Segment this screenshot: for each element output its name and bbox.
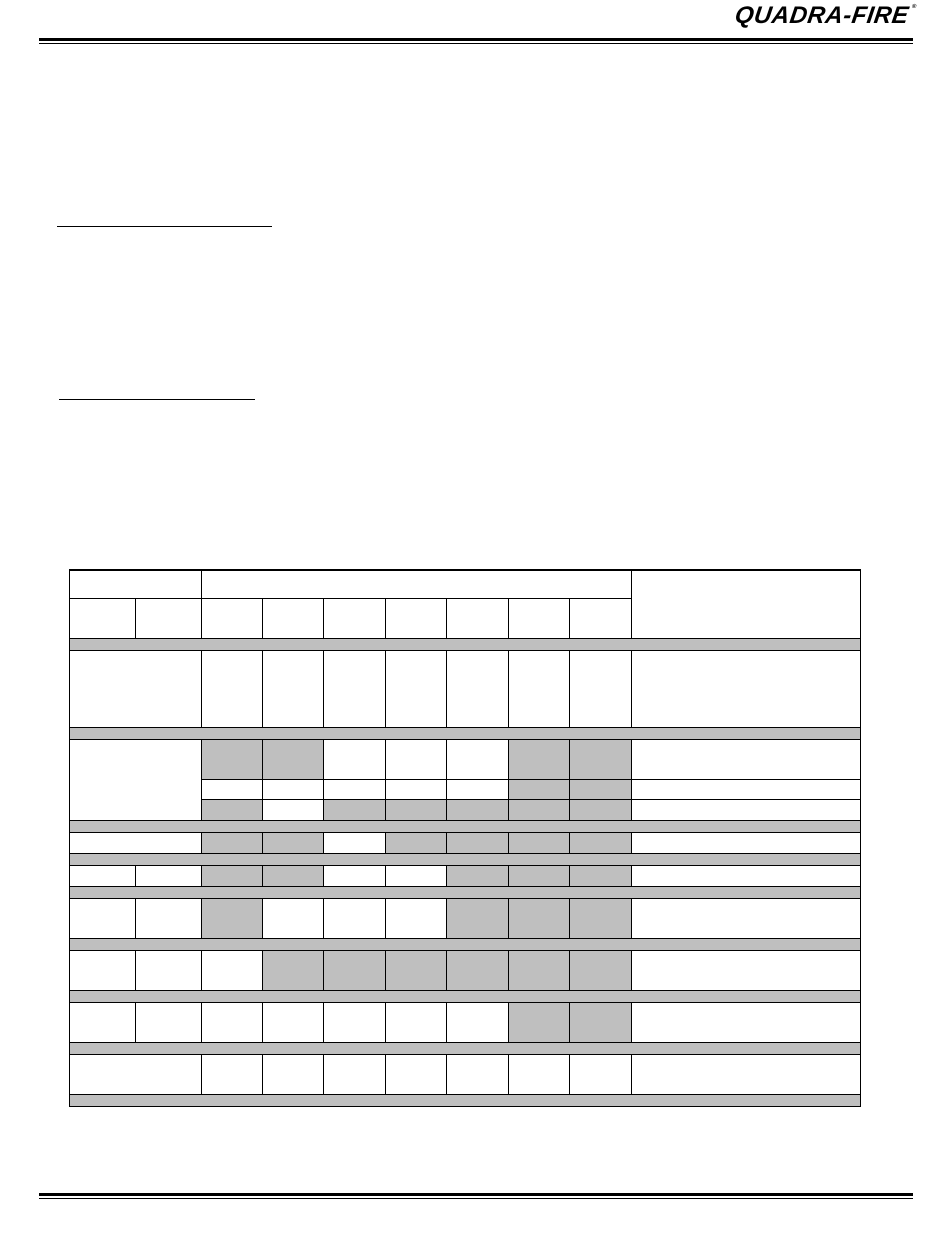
table-row: [70, 1002, 861, 1042]
shaded-cell: [202, 898, 263, 938]
table-cell: [447, 1002, 509, 1042]
table-cell: [263, 898, 324, 938]
section-band: [70, 820, 861, 832]
header-rule-thin: [39, 43, 913, 44]
table-cell: [632, 865, 861, 886]
shaded-cell: [509, 779, 570, 799]
shaded-cell: [263, 832, 324, 853]
table-cell: [324, 650, 386, 727]
shaded-cell: [570, 950, 632, 990]
header-group-cell: [202, 570, 632, 598]
table-cell: [632, 650, 861, 727]
shaded-cell: [263, 950, 324, 990]
specification-table: [69, 569, 861, 1107]
table-cell: [202, 950, 263, 990]
table-cell: [386, 1054, 447, 1094]
table-cell: [386, 739, 447, 779]
table-cell: [447, 779, 509, 799]
table-cell: [570, 1054, 632, 1094]
table-cell: [447, 1054, 509, 1094]
table-cell: [324, 779, 386, 799]
table-row: [70, 950, 861, 990]
table-cell: [263, 1054, 324, 1094]
table-cell: [263, 779, 324, 799]
table-cell: [136, 950, 202, 990]
shaded-cell: [570, 865, 632, 886]
shaded-cell: [202, 799, 263, 820]
section-heading-underline-1: [57, 226, 272, 227]
shaded-cell: [570, 779, 632, 799]
table-cell: [202, 650, 263, 727]
header-cell: [263, 598, 324, 638]
header-cell: [136, 598, 202, 638]
header-cell: [447, 598, 509, 638]
section-band: [70, 938, 861, 950]
shaded-cell: [263, 865, 324, 886]
table-cell: [570, 650, 632, 727]
table-row: [70, 865, 861, 886]
table-cell: [632, 739, 861, 779]
table-cell: [386, 1002, 447, 1042]
table-cell: [70, 898, 136, 938]
footer-rule-thick: [39, 1193, 913, 1196]
shaded-cell: [570, 739, 632, 779]
quadra-fire-logo: [733, 4, 917, 28]
table-cell: [632, 1002, 861, 1042]
logo-text: QUADRA-FIRE: [733, 2, 911, 29]
header-rule-thick: [39, 38, 913, 41]
shaded-cell: [447, 950, 509, 990]
shaded-cell: [447, 832, 509, 853]
table-cell: [386, 650, 447, 727]
table-cell: [386, 865, 447, 886]
shaded-cell: [570, 832, 632, 853]
header-cell: [324, 598, 386, 638]
table-cell: [136, 898, 202, 938]
table-cell: [632, 950, 861, 990]
section-band: [70, 1094, 861, 1106]
table-cell: [70, 1002, 136, 1042]
table-cell: [324, 1002, 386, 1042]
shaded-cell: [324, 950, 386, 990]
section-band: [70, 990, 861, 1002]
table-cell: [632, 1054, 861, 1094]
table-cell: [447, 739, 509, 779]
header-cell: [202, 598, 263, 638]
shaded-cell: [202, 865, 263, 886]
table-cell: [324, 832, 386, 853]
table-cell: [324, 898, 386, 938]
header-cell: [509, 598, 570, 638]
table-cell: [509, 1054, 570, 1094]
table-cell: [324, 739, 386, 779]
shaded-cell: [509, 865, 570, 886]
shaded-cell: [202, 832, 263, 853]
shaded-cell: [447, 898, 509, 938]
shaded-cell: [570, 799, 632, 820]
shaded-cell: [509, 739, 570, 779]
table-header-row: [70, 570, 861, 598]
table-row: [70, 739, 861, 779]
table-row: [70, 650, 861, 727]
table-cell: [70, 950, 136, 990]
shaded-cell: [386, 950, 447, 990]
shaded-cell: [386, 799, 447, 820]
table-cell: [263, 650, 324, 727]
shaded-cell: [570, 1002, 632, 1042]
header-notes-cell: [632, 570, 861, 638]
shaded-cell: [202, 739, 263, 779]
table-cell: [202, 779, 263, 799]
table-cell: [136, 865, 202, 886]
table-cell: [70, 865, 136, 886]
shaded-cell: [570, 898, 632, 938]
table-cell: [509, 650, 570, 727]
table-cell: [70, 650, 202, 727]
table-cell: [632, 832, 861, 853]
shaded-cell: [447, 799, 509, 820]
registered-mark: ®: [911, 4, 918, 10]
table-row: [70, 1054, 861, 1094]
header-group-cell: [70, 570, 202, 598]
header-cell: [386, 598, 447, 638]
section-band: [70, 1042, 861, 1054]
shaded-cell: [509, 1002, 570, 1042]
shaded-cell: [509, 898, 570, 938]
table-cell: [136, 1002, 202, 1042]
table-cell: [447, 650, 509, 727]
table-cell: [202, 1002, 263, 1042]
table-cell: [70, 1054, 202, 1094]
table-cell: [70, 832, 202, 853]
shaded-cell: [263, 739, 324, 779]
section-band: [70, 853, 861, 865]
header-cell: [70, 598, 136, 638]
table-row: [70, 832, 861, 853]
section-heading-underline-2: [59, 399, 255, 400]
footer-rule-thin: [39, 1198, 913, 1199]
shaded-cell: [509, 832, 570, 853]
table-cell: [70, 739, 202, 820]
table-cell: [324, 865, 386, 886]
table-row: [70, 898, 861, 938]
table-cell: [202, 1054, 263, 1094]
section-band: [70, 727, 861, 739]
table-cell: [386, 779, 447, 799]
table-cell: [324, 1054, 386, 1094]
shaded-cell: [324, 799, 386, 820]
table-cell: [632, 799, 861, 820]
table-cell: [632, 898, 861, 938]
table-cell: [263, 1002, 324, 1042]
shaded-cell: [509, 950, 570, 990]
shaded-cell: [386, 832, 447, 853]
shaded-cell: [509, 799, 570, 820]
section-band: [70, 638, 861, 650]
header-cell: [570, 598, 632, 638]
table-cell: [632, 779, 861, 799]
section-band: [70, 886, 861, 898]
table-cell: [386, 898, 447, 938]
shaded-cell: [447, 865, 509, 886]
table-cell: [263, 799, 324, 820]
